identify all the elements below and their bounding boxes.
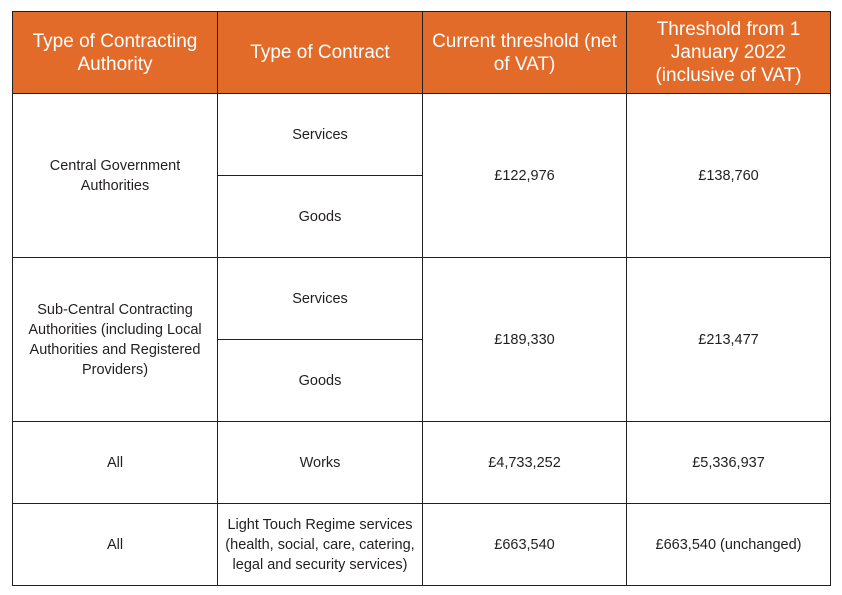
- contract-type-cell: Works: [218, 422, 423, 504]
- authority-cell: All: [13, 422, 218, 504]
- header-current-threshold: Current threshold (net of VAT): [423, 12, 627, 94]
- table-row: [13, 422, 831, 504]
- authority-cell: Sub-Central Contracting Authorities (including Local Authorities and Registered Providers): [13, 258, 218, 422]
- contract-type-cell: Light Touch Regime services (health, social, care, catering, legal and security services): [218, 504, 423, 586]
- new-threshold-cell: £663,540 (unchanged): [627, 504, 831, 586]
- current-threshold-cell: £122,976: [423, 94, 627, 258]
- header-contract-type: Type of Contract: [218, 12, 423, 94]
- contract-type-cell: Goods: [218, 176, 423, 258]
- current-threshold-cell: £189,330: [423, 258, 627, 422]
- header-row: [13, 12, 831, 94]
- authority-cell: All: [13, 504, 218, 586]
- new-threshold-cell: £5,336,937: [627, 422, 831, 504]
- table-row: [13, 258, 831, 340]
- header-new-threshold: Threshold from 1 January 2022 (inclusive of VAT): [627, 12, 831, 94]
- new-threshold-cell: £213,477: [627, 258, 831, 422]
- table-row: [13, 504, 831, 586]
- thresholds-table: [12, 11, 831, 586]
- contract-type-cell: Services: [218, 258, 423, 340]
- current-threshold-cell: £663,540: [423, 504, 627, 586]
- table-row: [13, 94, 831, 176]
- contract-type-cell: Goods: [218, 340, 423, 422]
- current-threshold-cell: £4,733,252: [423, 422, 627, 504]
- new-threshold-cell: £138,760: [627, 94, 831, 258]
- authority-cell: Central Government Authorities: [13, 94, 218, 258]
- header-authority-type: Type of Contracting Authority: [13, 12, 218, 94]
- contract-type-cell: Services: [218, 94, 423, 176]
